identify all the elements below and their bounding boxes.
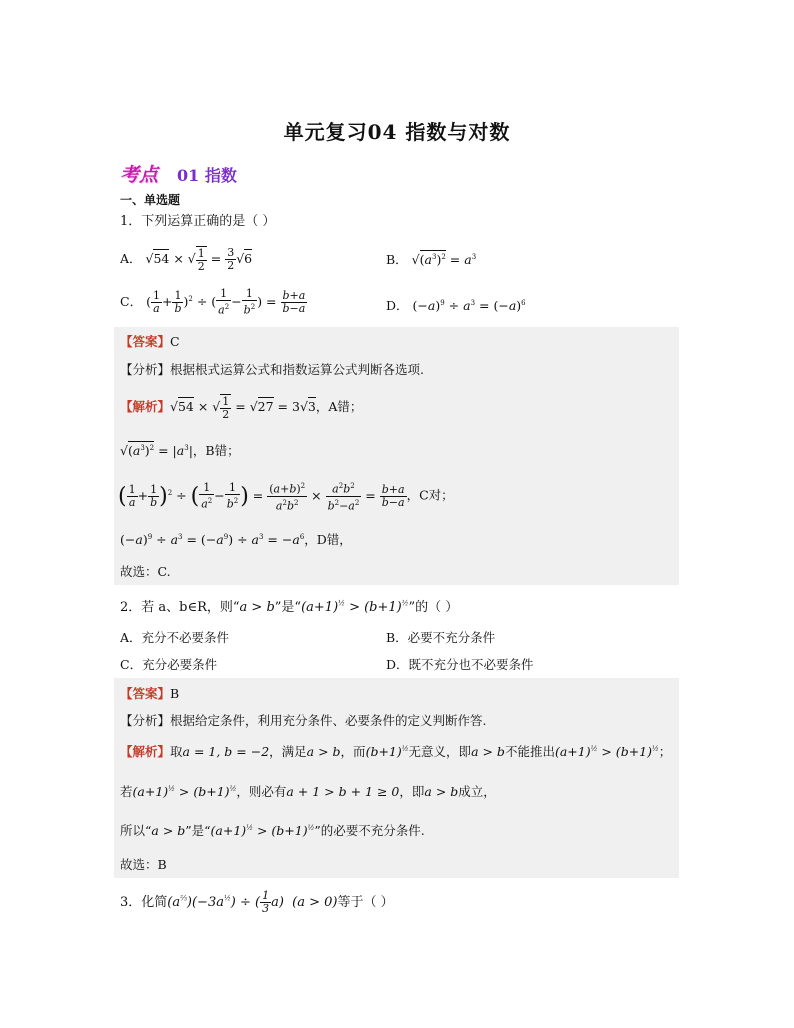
q3-stem-num: 3．化简 [120, 895, 168, 910]
q2-l2-c: a + 1 > b + 1 ≥ 0 [286, 784, 400, 799]
q1-option-c-formula: ( $\frac{1}{a}$ + $\frac{1}{b}$ )$^2$ ÷ ( $\frac{1}{a^2}$ − $\frac{1}{b^2}$ ) = $\frac{b+a}{b-a}$ [146, 287, 306, 317]
kaodian-heading: 01 指数 [177, 166, 237, 185]
q2-l2-b: ，则必有 [236, 784, 287, 799]
kaodian-badge: 考点 [120, 164, 159, 186]
q1-option-a-label: A． [120, 251, 142, 266]
q2-l3-formula: $(a+1)^{\frac{1}{2}} > (b+1)^{\frac{1}{2}}$ [210, 823, 315, 838]
q1-conclusion: 故选：C. [120, 564, 171, 579]
q1-option-a [120, 246, 252, 273]
q2-stem-mid: ”是“ [274, 600, 302, 615]
q2-l1-d: a > b [306, 744, 341, 759]
q2-l1-i: ； [658, 744, 672, 759]
q2-answer-label: 【答案】 [120, 686, 171, 701]
q1-answer-value: C [170, 334, 180, 349]
q1-stem: 1．下列运算正确的是（ ） [120, 214, 276, 229]
q2-l3-a: 所以“ [120, 823, 152, 838]
q2-l3-c: ”是“ [185, 823, 211, 838]
q2-option-b: B．必要不充分条件 [386, 630, 496, 645]
q2-l1-formula2: $(a+1)^{\frac{1}{2}} > (b+1)^{\frac{1}{2}}$ [554, 744, 659, 759]
q2-option-c: C．充分必要条件 [120, 657, 218, 672]
q2-conclusion: 故选：B [120, 857, 167, 872]
q2-l1-g: a > b [471, 744, 505, 759]
q2-l1-formula1: $(b+1)^{\frac{1}{2}}$ [365, 744, 409, 759]
q1-jiexi-line1 [120, 394, 362, 421]
q2-stem-formula: $(a+1)^{\frac{1}{2}} > (b+1)^{\frac{1}{2}}$ [301, 599, 409, 615]
q2-l1-a: 取 [170, 744, 183, 759]
q1-jiexi-line4 [120, 530, 352, 548]
q3-stem-formula: $(a^{\frac{2}{3}})(-3a^{\frac{1}{2}})$ ÷ ( $\frac{1}{3}$ a) [167, 889, 284, 915]
q1-analysis [120, 360, 424, 378]
q1-jiexi-line1-tail: ，A错； [315, 399, 363, 414]
q1-jiexi-line2-formula: $√(a^3)^2 = |a^3|$ [120, 443, 193, 458]
q2-stem [120, 596, 458, 615]
q2-l1-h: 不能推出 [504, 744, 555, 759]
q1-option-b-label: B． [386, 252, 408, 267]
q2-option-a: A．充分不必要条件 [120, 630, 230, 645]
q2-l3-d: ”的必要不充分条件. [314, 823, 425, 838]
q2-l1-e: ，而 [340, 744, 366, 759]
q1-jiexi-line1-formula: √54 × √ $\frac{1}{2}$ = √27 = 3√3 [170, 395, 316, 421]
q1-jiexi-line3 [118, 480, 454, 512]
q2-l1-c: ，满足 [269, 744, 307, 759]
q2-jiexi-line3 [120, 821, 425, 839]
q2-analysis-label: 【分析】 [120, 713, 171, 728]
q1-option-a-formula: √54 × √ $\frac{1}{2}$ = $\frac{3}{2}$ √6 [145, 246, 253, 273]
q1-answer-label: 【答案】 [120, 334, 171, 349]
q1-option-d-label: D． [386, 298, 409, 313]
q2-answer-value: B [170, 686, 180, 701]
q2-stem-cond: a、b∈R，则“ [158, 600, 240, 615]
q2-option-d: D．既不充分也不必要条件 [386, 657, 534, 672]
q3-stem [120, 890, 394, 915]
q2-answer [120, 684, 179, 702]
q1-option-c [120, 288, 307, 317]
q2-l1-f: 无意义，即 [408, 744, 472, 759]
q2-jiexi-line1 [120, 742, 671, 760]
q3-stem-end: 等于（ ） [337, 895, 394, 910]
q1-option-b-formula: $√(a^3)^2 = a^3$ [411, 252, 477, 267]
q1-analysis-text: 根据根式运算公式和指数运算公式判断各选项. [170, 362, 424, 377]
section-heading: 一、单选题 [120, 193, 181, 207]
q2-jiexi-label: 【解析】 [120, 744, 171, 759]
q2-l3-b: a > b [151, 823, 186, 838]
q2-stem-end: ”的（ ） [408, 600, 459, 615]
q2-l2-formula: $(a+1)^{\frac{1}{2}} > (b+1)^{\frac{1}{2}}$ [132, 784, 237, 799]
q2-stem-num: 2．若 [120, 600, 159, 615]
q1-option-c-label: C． [120, 293, 143, 309]
q2-l2-a: 若 [120, 784, 133, 799]
q1-jiexi-label: 【解析】 [120, 399, 171, 414]
q2-stem-ineq: a > b [239, 600, 275, 615]
q1-jiexi-line4-formula: $(-a)^9 \div a^3 = (-a^9) \div a^3 = -a^6$ [120, 532, 305, 547]
q1-jiexi-line2-tail: ，B错； [192, 443, 240, 458]
q2-l2-f: 成立， [458, 784, 496, 799]
q2-l2-e: a > b [424, 784, 459, 799]
q2-l1-b: a = 1, b = −2 [182, 744, 270, 759]
q1-option-d [386, 296, 526, 314]
page-title: 单元复习04 指数与对数 [283, 120, 511, 144]
q1-option-b [386, 250, 476, 268]
q1-jiexi-line2 [120, 441, 240, 459]
q3-stem-cond: (a > 0) [292, 895, 338, 910]
q2-analysis [120, 711, 487, 729]
q1-jiexi-line3-tail: ，C对； [406, 487, 454, 503]
q2-jiexi-line2 [120, 782, 496, 800]
q1-option-d-formula: $(-a)^9 \div a^3 = (-a)^6$ [412, 298, 526, 313]
q1-analysis-label: 【分析】 [120, 362, 171, 377]
q1-jiexi-line4-tail: ，D错， [304, 532, 352, 547]
q1-answer [120, 332, 180, 350]
q2-solution-box [114, 678, 679, 878]
q2-analysis-text: 根据给定条件，利用充分条件、必要条件的定义判断作答. [170, 713, 487, 728]
q1-jiexi-line3-formula: ( $\frac{1}{a}$ + $\frac{1}{b}$ )$^2$ ÷ ( $\frac{1}{a^2}$ − $\frac{1}{b^2}$ ) = $\frac{(a+b)^2}{a^2b^2}$ × $\frac{a^2b^2}{b^2-a^2}$ = $\frac{b+a}{b-a}$ [118, 480, 405, 513]
q2-l2-d: ，即 [399, 784, 425, 799]
